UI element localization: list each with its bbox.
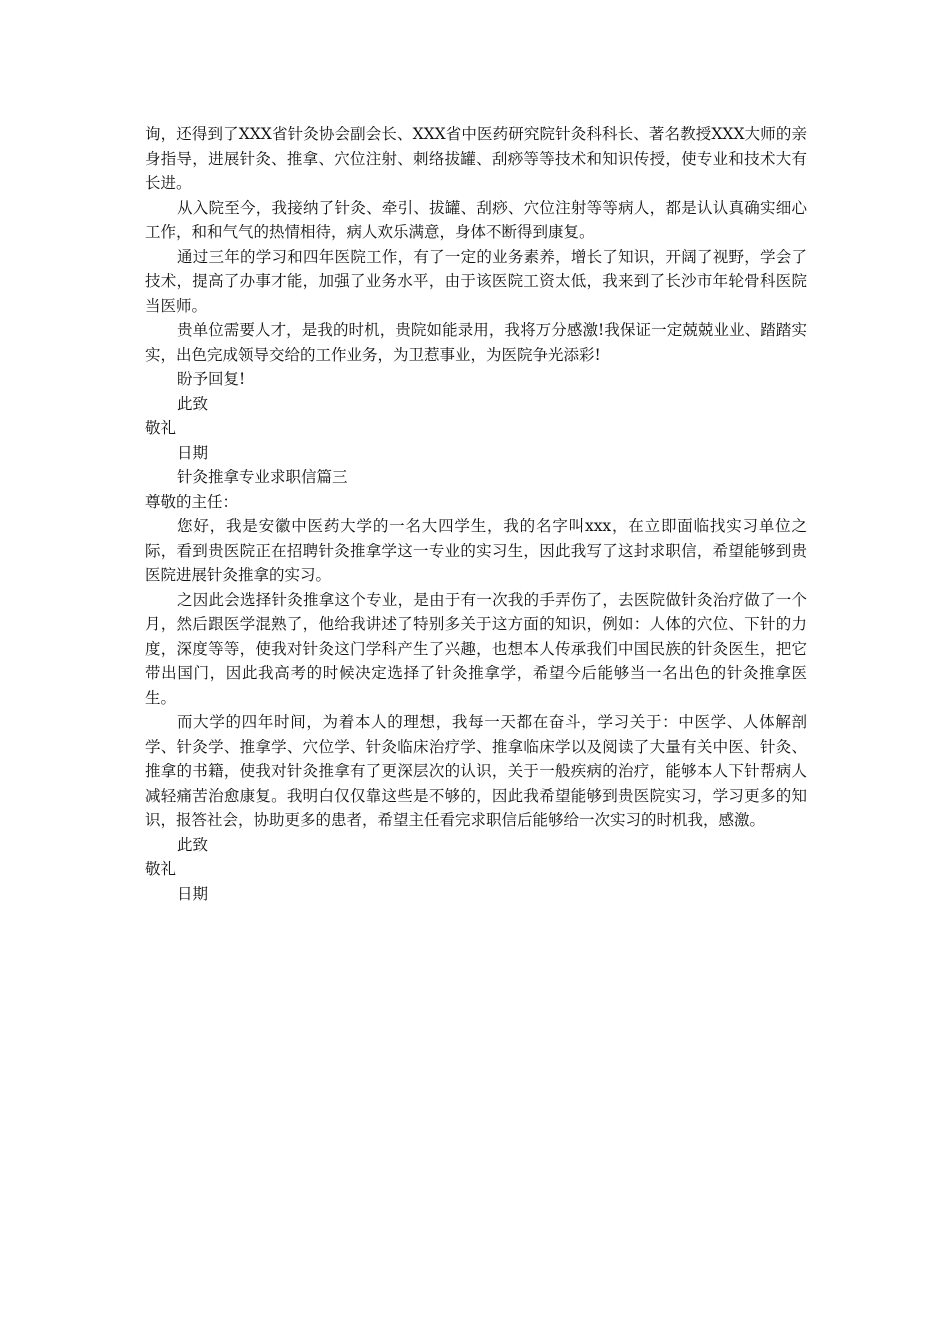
- section-title: 针灸推拿专业求职信篇三: [177, 468, 348, 486]
- closing-jingli-2: 敬礼: [145, 860, 177, 878]
- closing-jingli: 敬礼: [145, 419, 177, 437]
- closing-cizhi: 此致: [177, 394, 209, 413]
- closing-date-2: 日期: [177, 884, 209, 903]
- closing-reply: 盼予回复!: [177, 370, 246, 388]
- closing-date: 日期: [177, 443, 209, 462]
- paragraph-intro: 您好，我是安徽中医药大学的一名大四学生，我的名字叫xxx，在立即面临找实习单位之际，看到贵医院正在招聘针灸推拿学这一专业的实习生，因此我写了这封求职信，希望能够到贵医院进展针灸推拿的实习。: [145, 517, 807, 584]
- paragraph-experience: 通过三年的学习和四年医院工作，有了一定的业务素养，增长了知识，开阔了视野，学会了技术，提高了办事才能，加强了业务水平，由于该医院工资太低，我来到了长沙市年轮骨科医院当医师。: [145, 247, 807, 315]
- paragraph-patients: 从入院至今，我接纳了针灸、牵引、拔罐、刮痧、穴位注射等等病人，都是认认真确实细心工作，和和气气的热情相待，病人欢乐满意，身体不断得到康复。: [145, 198, 807, 241]
- document-body: [145, 122, 807, 906]
- salutation: 尊敬的主任：: [145, 492, 239, 511]
- paragraph-reason: 之因此会选择针灸推拿这个专业，是由于有一次我的手弄伤了，去医院做针灸治疗做了一个月，然后跟医学混熟了，他给我讲述了特别多关于这方面的知识，例如：人体的穴位、下针的力度，深度等等，使我对针灸这门学科产生了兴趣，也想本人传承我们中国民族的针灸医生，把它带出国门，因此我高考的时候决定选择了针灸推拿学，希望今后能够当一名出色的针灸推拿医生。: [145, 590, 807, 707]
- paragraph-study: 而大学的四年时间，为着本人的理想，我每一天都在奋斗，学习关于：中医学、人体解剖学、针灸学、推拿学、穴位学、针灸临床治疗学、推拿临床学以及阅读了大量有关中医、针灸、推拿的书籍，使我对针灸推拿有了更深层次的认识，关于一般疾病的治疗，能够本人下针帮病人减轻痛苦治愈康复。我明白仅仅靠这些是不够的，因此我希望能够到贵医院实习，学习更多的知识，报答社会，协助更多的患者，希望主任看完求职信后能够给一次实习的时机我，感激。: [145, 713, 807, 829]
- paragraph-request: 贵单位需要人才，是我的时机，贵院如能录用，我将万分感激!我保证一定兢兢业业、踏踏实实，出色完成领导交给的工作业务，为卫惹事业，为医院争光添彩!: [145, 321, 807, 364]
- paragraph-continuation: 询，还得到了XXX省针灸协会副会长、XXX省中医药研究院针灸科科长、著名教授XXX大师的亲身指导，进展针灸、推拿、穴位注射、刺络拔罐、刮痧等等技术和知识传授，使专业和技术大有长进。: [145, 125, 807, 192]
- closing-cizhi-2: 此致: [177, 835, 209, 854]
